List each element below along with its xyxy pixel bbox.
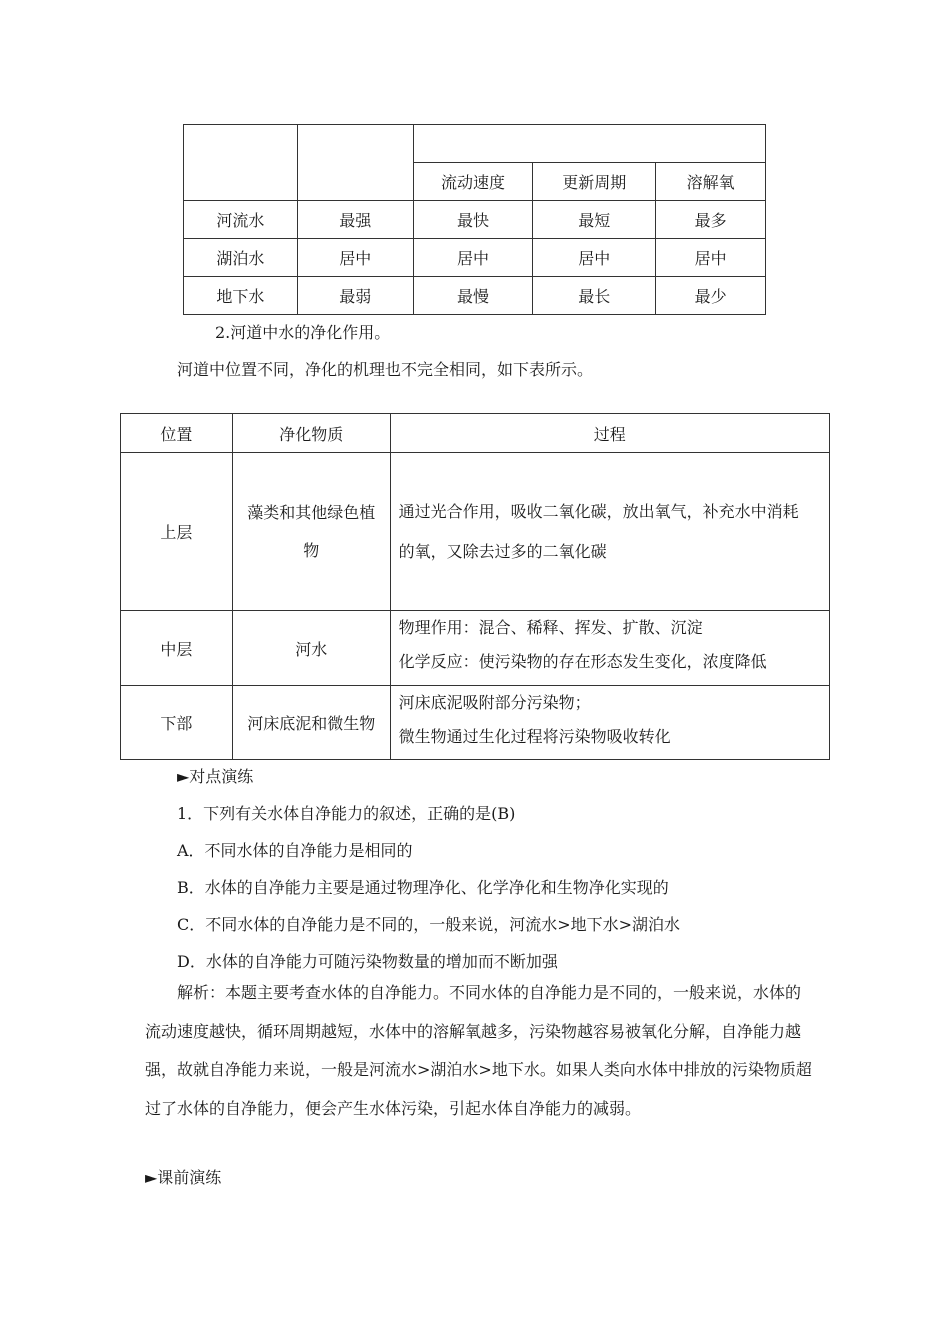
table-cell: 最短 xyxy=(533,201,656,239)
cell-line: 物理作用：混合、稀释、挥发、扩散、沉淀 xyxy=(398,618,703,637)
cell-line: 通过光合作用，吸收二氧化碳，放出氧气，补充水中消耗 xyxy=(398,501,799,521)
table-cell: 中层 xyxy=(121,611,233,686)
table-cell: 居中 xyxy=(413,239,533,277)
cell-line: 微生物通过生化过程将污染物吸收转化 xyxy=(398,727,671,746)
option-a: A．不同水体的自净能力是相同的 xyxy=(177,841,413,860)
table-cell: 地下水 xyxy=(184,277,298,315)
option-d: D．水体的自净能力可随污染物数量的增加而不断加强 xyxy=(177,952,558,971)
table-cell: 居中 xyxy=(533,239,656,277)
table-cell: 河流水 xyxy=(184,201,298,239)
purification-table xyxy=(120,413,830,760)
table-cell: 最多 xyxy=(656,201,766,239)
table-cell: 最少 xyxy=(656,277,766,315)
table-cell xyxy=(232,453,390,611)
table-cell: 居中 xyxy=(656,239,766,277)
cell-line: 藻类和其他绿色植 xyxy=(247,502,376,522)
table-header-empty xyxy=(297,125,413,201)
table-cell: 居中 xyxy=(297,239,413,277)
table-cell xyxy=(390,686,829,760)
table-cell xyxy=(390,453,829,611)
table-header-group xyxy=(413,125,765,163)
table-header-empty xyxy=(184,125,298,201)
table-cell: 上层 xyxy=(121,453,233,611)
table-row xyxy=(121,453,830,611)
table-subheader: 溶解氧 xyxy=(656,163,766,201)
option-c: C．不同水体的自净能力是不同的，一般来说，河流水>地下水>湖泊水 xyxy=(177,915,681,934)
table-cell: 最强 xyxy=(297,201,413,239)
table-cell: 河床底泥和微生物 xyxy=(232,686,390,760)
option-b: B．水体的自净能力主要是通过物理净化、化学净化和生物净化实现的 xyxy=(177,878,669,897)
table-cell xyxy=(390,611,829,686)
table-header: 位置 xyxy=(121,414,233,453)
next-section-heading: ►课前演练 xyxy=(145,1168,222,1187)
table-cell: 下部 xyxy=(121,686,233,760)
cell-line: 河床底泥吸附部分污染物； xyxy=(398,693,591,712)
section-title: 2.河道中水的净化作用。 xyxy=(215,323,391,342)
table-cell: 湖泊水 xyxy=(184,239,298,277)
practice-heading: ►对点演练 xyxy=(177,767,254,786)
table-row xyxy=(184,239,766,277)
table-cell: 最快 xyxy=(413,201,533,239)
cell-line: 化学反应：使污染物的存在形态发生变化，浓度降低 xyxy=(398,652,767,671)
table-subheader: 流动速度 xyxy=(413,163,533,201)
table-subheader: 更新周期 xyxy=(533,163,656,201)
table-header: 净化物质 xyxy=(232,414,390,453)
table-header: 过程 xyxy=(390,414,829,453)
table-cell: 最弱 xyxy=(297,277,413,315)
table-cell: 河水 xyxy=(232,611,390,686)
section-intro: 河道中位置不同，净化的机理也不完全相同，如下表所示。 xyxy=(177,360,594,379)
table-row xyxy=(184,201,766,239)
table-row xyxy=(121,611,830,686)
table-cell: 最慢 xyxy=(413,277,533,315)
cell-line: 物 xyxy=(303,540,320,560)
cell-line: 的氧，又除去过多的二氧化碳 xyxy=(398,541,607,561)
analysis-paragraph: 解析：本题主要考查水体的自净能力。不同水体的自净能力是不同的，一般来说，水体的流动速度越快，循环周期越短，水体中的溶解氧越多，污染物越容易被氧化分解，自净能力越强，故就自净能力来说，一般是河流水>湖泊水>地下水。如果人类向水体中排放的污染物质超过了水体的自净能力，便会产生水体污染，引起水体自净能力的减弱。 xyxy=(145,983,812,1118)
table-row xyxy=(121,686,830,760)
table-row xyxy=(184,277,766,315)
water-comparison-table xyxy=(183,124,766,315)
table-cell: 最长 xyxy=(533,277,656,315)
question-text: 1．下列有关水体自净能力的叙述，正确的是(B) xyxy=(177,804,516,823)
